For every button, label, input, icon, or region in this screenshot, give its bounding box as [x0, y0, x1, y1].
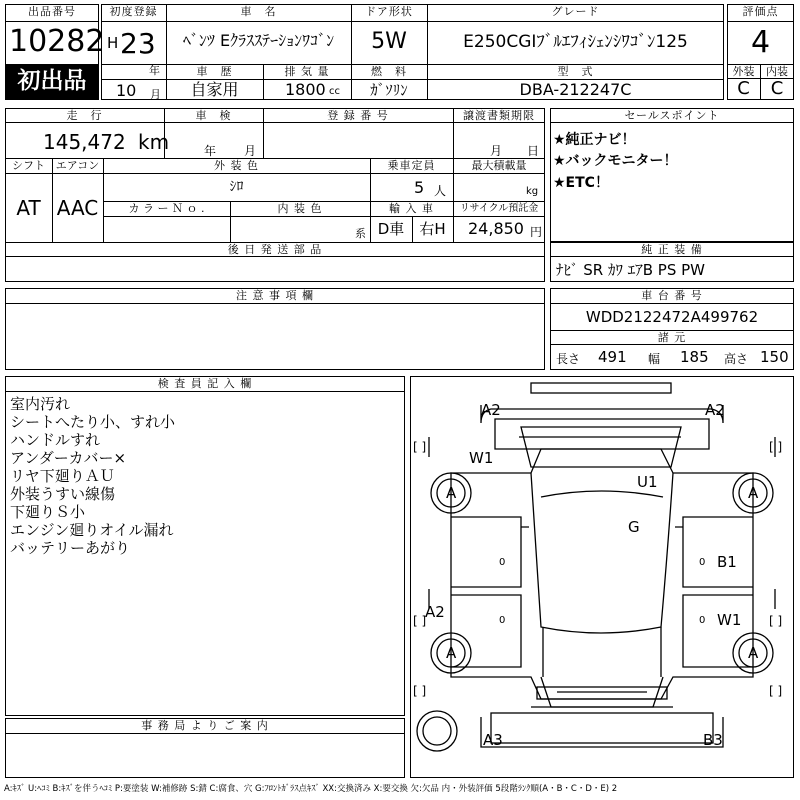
- displacement-label: 排 気 量: [284, 65, 330, 78]
- first-listing-text: 初出品: [17, 68, 87, 94]
- inspector-line-1: 室内汚れ: [10, 395, 71, 413]
- shift-label: シフト: [12, 159, 45, 172]
- bracket-left-back: [ ]: [413, 684, 427, 698]
- fuel-label: 燃 料: [371, 65, 407, 78]
- reg-year: 23: [120, 27, 156, 60]
- inspection-month-unit: 月: [244, 144, 257, 158]
- inspector-line-2: シートへたり小、すれ小: [10, 413, 176, 431]
- mark-w1-top: W1: [469, 449, 494, 467]
- grade-value: E250CGIﾌﾞﾙｴﾌｨｼｪﾝｼﾜｺﾞﾝ125: [463, 32, 688, 52]
- reg-year-unit: 年: [149, 64, 160, 77]
- reg-era: H: [107, 34, 119, 52]
- height-label: 高さ: [724, 352, 749, 366]
- load-unit: kg: [526, 186, 539, 197]
- tire-mark-rear-right: A: [748, 644, 759, 662]
- recycle-value: 24,850: [468, 219, 524, 238]
- fuel-value: ｶﾞｿﾘﾝ: [370, 81, 408, 99]
- width-value: 185: [680, 348, 709, 366]
- tire-mark-front-left: A: [446, 484, 457, 502]
- capacity-unit: 人: [434, 184, 447, 198]
- mileage-label: 走 行: [66, 109, 103, 122]
- mileage-unit: km: [138, 130, 170, 154]
- displacement-unit: cc: [329, 86, 340, 97]
- import-label: 輸 入 車: [389, 202, 434, 215]
- inspector-notes: [10, 395, 400, 557]
- int-color-suffix: 系: [355, 227, 366, 240]
- car-name-label: 車 名: [240, 5, 277, 18]
- handle-side: 右H: [419, 220, 446, 238]
- mark-a2-left: A2: [425, 603, 445, 621]
- height-value: 150: [760, 348, 789, 366]
- chassis-number: WDD2122472A499762: [585, 308, 759, 326]
- zero-mark-right-2: 0: [699, 615, 706, 626]
- mark-b1: B1: [717, 553, 737, 571]
- lot-label: 出品番号: [28, 5, 76, 18]
- car-outline-svg: [411, 377, 793, 777]
- mark-g: G: [628, 518, 640, 536]
- sales-point-2: ★バックモニター！: [553, 153, 678, 169]
- inspector-line-7: 下廻りＳ小: [10, 503, 86, 521]
- inspector-line-8: エンジン廻りオイル漏れ: [10, 521, 174, 539]
- chassis-label: 車 台 番 号: [641, 289, 703, 302]
- lot-number: 10282: [9, 24, 105, 59]
- mark-w1-right: W1: [717, 611, 742, 629]
- recycle-unit: 円: [530, 225, 543, 239]
- mark-a2-front-left: A2: [481, 401, 501, 419]
- color-no-label: カ ラ ー Ｎ ｏ .: [128, 202, 205, 215]
- reg-month: 10: [116, 81, 137, 100]
- length-value: 491: [598, 348, 627, 366]
- inspector-line-6: 外装うすい線傷: [10, 485, 116, 503]
- bracket-left-rear: [ ]: [413, 614, 427, 628]
- car-name: ﾍﾞﾝﾂ Eｸﾗｽｽﾃｰｼｮﾝﾜｺﾞﾝ: [182, 31, 335, 50]
- ext-color-value: ｼﾛ: [229, 179, 244, 195]
- model-label: 型 式: [557, 65, 594, 78]
- sales-label: セールスポイント: [624, 109, 720, 122]
- dims-label: 諸 元: [657, 331, 687, 344]
- history-value: 自家用: [190, 80, 239, 99]
- transfer-label: 譲渡書類期限: [463, 109, 535, 122]
- door-value: 5W: [371, 29, 407, 54]
- tire-mark-rear-left: A: [446, 644, 457, 662]
- inspector-line-5: リヤ下廻りＡＵ: [10, 467, 115, 485]
- shift-value: AT: [16, 196, 41, 220]
- inspector-line-3: ハンドルすれ: [10, 431, 101, 449]
- zero-mark-left-1: 0: [499, 557, 506, 568]
- mileage-value: 145,472: [43, 130, 126, 154]
- equipment-label: 純 正 装 備: [641, 243, 703, 256]
- later-parts-label: 後 日 発 送 部 品: [227, 243, 323, 256]
- zero-mark-left-2: 0: [499, 615, 506, 626]
- reg-month-unit: 月: [150, 88, 161, 101]
- inspector-line-9: バッテリーあがり: [10, 539, 131, 557]
- office-label: 事 務 局 よ り ご 案 内: [141, 719, 269, 732]
- mark-a2-front-right: A2: [705, 401, 725, 419]
- inspection-year-unit: 年: [204, 144, 217, 158]
- bracket-right-back: [ ]: [769, 684, 783, 698]
- score-value: 4: [750, 25, 771, 60]
- tire-mark-front-right: A: [748, 484, 759, 502]
- transfer-month-unit: 月: [490, 144, 503, 158]
- grade-label: グレード: [551, 5, 600, 18]
- capacity-label: 乗車定員: [387, 159, 436, 172]
- inspector-line-4: アンダーカバー×: [10, 449, 127, 467]
- inspector-label: 検 査 員 記 入 欄: [157, 377, 253, 390]
- equipment-value: ﾅﾋﾞ SR ｶﾜ ｴｱB PS PW: [556, 261, 706, 279]
- ext-grade-label: 外装: [732, 65, 755, 78]
- bracket-right-rear: [ ]: [769, 614, 783, 628]
- load-label: 最大積載量: [471, 159, 527, 172]
- sales-point-1: ★純正ナビ！: [553, 132, 636, 148]
- door-label: ドア形状: [365, 5, 413, 18]
- legend: A:ｷｽﾞ U:ﾍｺﾐ B:ｷｽﾞを伴うﾍｺﾐ P:要塗装 W:補修跡 S:錆 C:腐食、穴 G:ﾌﾛﾝﾄｶﾞﾗｽ点ｷｽﾞ XX:交換済み X:要交換 欠:欠品 内・外装評価 5段階ﾗﾝｸ順(A・B・C・D・E) 2: [4, 784, 618, 794]
- mark-a3: A3: [483, 731, 503, 749]
- ac-label: エアコン: [55, 159, 100, 172]
- int-grade-value: C: [770, 78, 784, 99]
- length-label: 長さ: [556, 352, 581, 366]
- displacement-value: 1800: [285, 80, 326, 99]
- mark-b3: B3: [703, 731, 723, 749]
- zero-mark-right-1: 0: [699, 557, 706, 568]
- header-section: [0, 0, 800, 104]
- score-label: 評価点: [742, 5, 779, 18]
- bracket-right-front: [ ]: [769, 440, 783, 454]
- import-type: D車: [377, 220, 405, 238]
- sales-point-3: ★ETC！: [553, 175, 609, 191]
- ext-color-label: 外 装 色: [214, 159, 259, 172]
- capacity-value: 5: [414, 178, 425, 197]
- inspection-label: 車 検: [195, 109, 232, 122]
- model-value: DBA-212247C: [519, 80, 632, 99]
- bracket-left-front: [ ]: [413, 440, 427, 454]
- recycle-label: リサイクル預託金: [459, 203, 539, 214]
- transfer-day-unit: 日: [527, 144, 540, 158]
- int-color-label: 内 装 色: [277, 202, 323, 215]
- int-grade-label: 内装: [766, 65, 788, 78]
- reg-label: 初度登録: [109, 5, 158, 18]
- history-label: 車 歴: [196, 65, 233, 78]
- plate-label: 登 録 番 号: [327, 109, 389, 122]
- mark-u1: U1: [637, 473, 658, 491]
- ext-grade-value: C: [737, 78, 750, 99]
- car-diagram: [410, 376, 794, 778]
- width-label: 幅: [648, 352, 661, 366]
- notes-label: 注 意 事 項 欄: [236, 289, 314, 302]
- ac-value: AAC: [56, 196, 99, 220]
